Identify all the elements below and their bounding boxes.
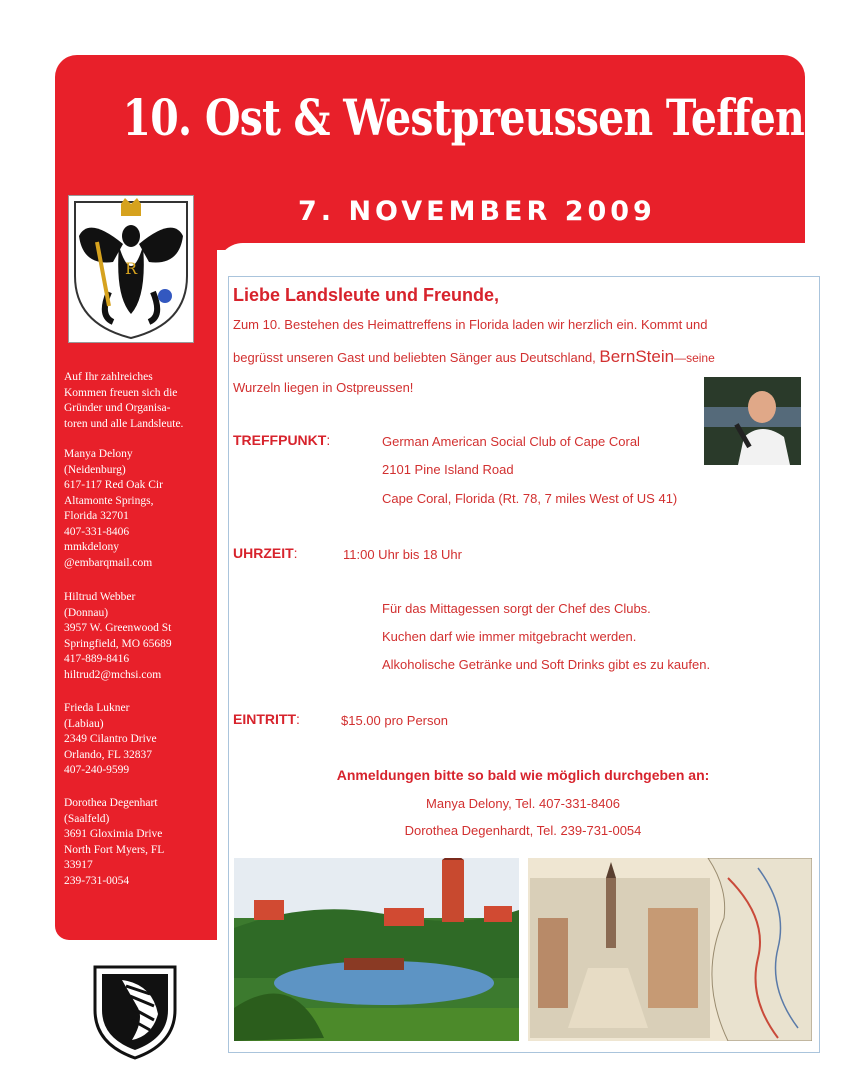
singer-name: BernStein (599, 347, 675, 366)
contact-line: 407-331-8406 (64, 525, 130, 538)
page-title: 10. Ost & Westpreussen Teffen (122, 88, 804, 147)
intro-line-2 (233, 347, 715, 367)
contact-line: 239-731-0054 (64, 874, 130, 887)
treffpunkt-label: TREFFPUNKT: (233, 432, 331, 448)
sidebar-intro-line: Kommen freuen sich die (64, 386, 178, 399)
contact-line: 407-240-9599 (64, 764, 130, 776)
event-date: 7. NOVEMBER 2009 (298, 196, 656, 227)
uhrzeit-label-text: UHRZEIT (233, 545, 294, 561)
contact-line: Frieda Lukner (64, 702, 130, 714)
prussian-eagle-crest-icon (68, 195, 194, 343)
contact-line: 417-889-8416 (64, 653, 130, 665)
contact-line: Altamonte Springs, (64, 494, 154, 507)
contact-line: (Donnau) (64, 606, 109, 619)
contact-line: Manya Delony (64, 448, 133, 460)
contact-hiltrud-webber (64, 590, 212, 683)
treffpunkt-label-text: TREFFPUNKT (233, 432, 327, 448)
contact-line: Hiltrud Webber (64, 591, 136, 603)
contact-line: 3691 Gloximia Drive (64, 828, 163, 840)
venue-city: Cape Coral, Florida (Rt. 78, 7 miles West of US 41) (382, 491, 678, 506)
intro-line-2-suffix: —seine (674, 351, 715, 365)
contact-frieda-lukner (64, 701, 212, 779)
singer-photo (704, 377, 801, 465)
svg-text:R: R (124, 259, 138, 278)
eintritt-label-text: EINTRITT (233, 711, 296, 727)
contact-line: North Fort Myers, FL (64, 843, 165, 856)
coat-of-arms-shield-icon (92, 964, 178, 1060)
event-time: 11:00 Uhr bis 18 Uhr (343, 547, 462, 562)
village-painting (234, 858, 519, 1041)
contact-line: Florida 32701 (64, 510, 129, 522)
registration-contact: Dorothea Degenhardt, Tel. 239-731-0054 (404, 823, 642, 838)
intro-line-1: Zum 10. Bestehen des Heimattreffens in Florida laden wir herzlich ein. Kommt und (233, 317, 708, 332)
info-line: Für das Mittagessen sorgt der Chef des Clubs. (382, 601, 651, 616)
venue-name: German American Social Club of Cape Coral (382, 434, 640, 449)
sidebar-intro (64, 370, 212, 432)
contact-line: 3957 W. Greenwood St (64, 622, 172, 634)
intro-line-3: Wurzeln liegen in Ostpreussen! (233, 380, 414, 395)
venue-street: 2101 Pine Island Road (382, 462, 514, 477)
contact-line: (Saalfeld) (64, 812, 110, 825)
contact-line: (Neidenburg) (64, 463, 126, 476)
historic-postcard-map (528, 858, 812, 1041)
registration-contact: Manya Delony, Tel. 407-331-8406 (426, 796, 620, 811)
contact-line: mmkdelony (64, 541, 119, 553)
info-line: Kuchen darf wie immer mitgebracht werden. (382, 629, 637, 644)
greeting-heading: Liebe Landsleute und Freunde, (233, 285, 500, 305)
contact-line: Orlando, FL 32837 (64, 748, 153, 761)
contact-line: Dorothea Degenhart (64, 797, 158, 809)
contact-line: Springfield, MO 65689 (64, 637, 172, 650)
sidebar-intro-line: toren und alle Landsleute. (64, 417, 184, 430)
contact-line: hiltrud2@mchsi.com (64, 668, 162, 681)
contact-manya-delony (64, 447, 212, 571)
contact-dorothea-degenhart (64, 796, 212, 889)
eintritt-label: EINTRITT: (233, 711, 300, 727)
contact-line: (Labiau) (64, 717, 104, 730)
contact-line: 2349 Cilantro Drive (64, 733, 157, 745)
content-corner (217, 243, 817, 273)
intro-line-2-text: begrüsst unseren Gast und beliebten Sänger aus Deutschland, (233, 350, 596, 365)
registration-heading: Anmeldungen bitte so bald wie möglich durchgeben an: (336, 767, 710, 783)
contact-line: @embarqmail.com (64, 556, 153, 569)
sidebar-intro-line: Gründer und Organisa- (64, 402, 171, 414)
uhrzeit-label: UHRZEIT: (233, 545, 298, 561)
contact-line: 617-117 Red Oak Cir (64, 479, 163, 491)
entry-price: $15.00 pro Person (341, 713, 448, 728)
contact-line: 33917 (64, 859, 93, 871)
info-line: Alkoholische Getränke und Soft Drinks gibt es zu kaufen. (382, 657, 711, 672)
sidebar-intro-line: Auf Ihr zahlreiches (64, 371, 153, 383)
